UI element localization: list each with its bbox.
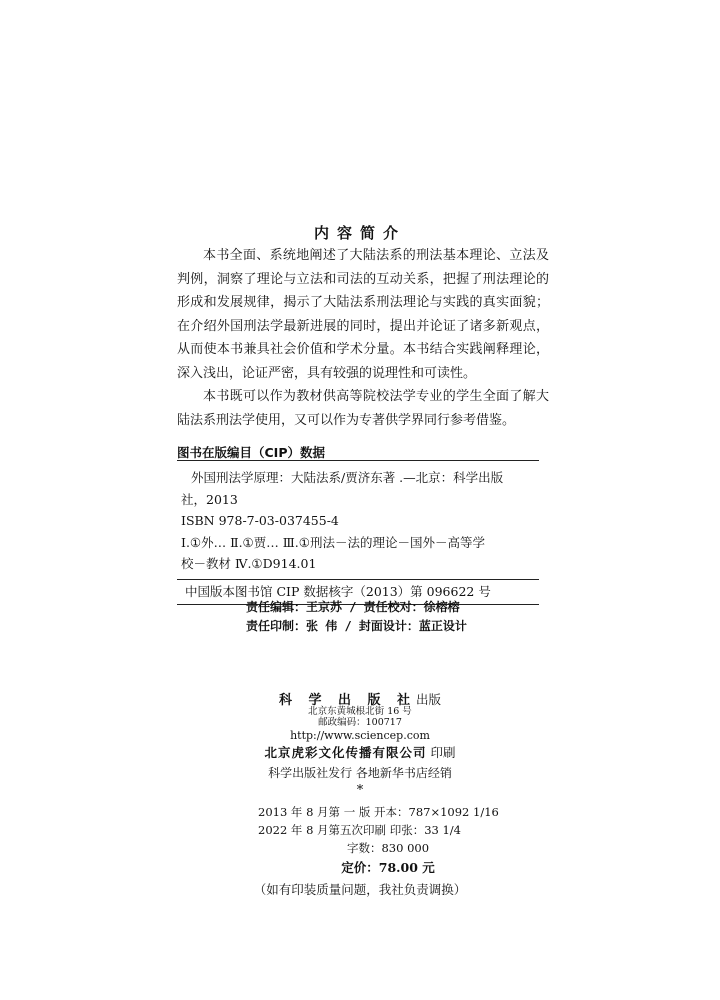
edition-line: 2022 年 8 月第五次印刷 印张：33 1/4: [258, 823, 462, 837]
summary-paragraph: 本书既可以作为教材供高等院校法学专业的学生全面了解大陆法系刑法学使用，又可以作为专著供学界同行参考借鉴。: [177, 389, 549, 428]
summary-text: [177, 244, 549, 432]
cip-record-number: 中国版本图书馆 CIP 数据核字（2013）第 096622 号: [177, 579, 539, 605]
cip-line: 社，2013: [181, 491, 238, 507]
distribution-line: 科学出版社发行 各地新华书店经销: [268, 766, 452, 780]
publisher-suffix: 出版: [416, 692, 442, 707]
publisher-address: 北京东黄城根北街 16 号: [308, 706, 412, 717]
edition-line: 2013 年 8 月第 一 版 开本：787×1092 1/16: [258, 805, 499, 819]
summary-title: 内容简介: [313, 224, 406, 242]
cip-line: 外国刑法学原理：大陆法系/贾济东著 .—北京：科学出版: [191, 470, 504, 485]
publisher-postcode: 邮政编码：100717: [318, 717, 402, 728]
printer-suffix: 印刷: [430, 745, 456, 760]
printer-line: [0, 743, 720, 761]
price: 定价：78.00 元: [341, 860, 435, 875]
word-count: 字数：830 000: [346, 841, 430, 855]
quality-notice: （如有印装质量问题，我社负责调换）: [253, 882, 467, 897]
cip-line: ISBN 978-7-03-037455-4: [181, 513, 339, 528]
cip-line: 校－教材 Ⅳ.①D914.01: [181, 556, 317, 571]
credits-line: 责任编辑：王京苏 / 责任校对：徐榕榕: [246, 600, 460, 614]
cip-body: [177, 461, 539, 579]
credits-line: 责任印制：张 伟 / 封面设计：蓝正设计: [246, 619, 467, 633]
cip-heading: 图书在版编目（CIP）数据: [177, 445, 325, 460]
publisher-url: http://www.sciencep.com: [290, 729, 430, 742]
summary-paragraph: 本书全面、系统地阐述了大陆法系的刑法基本理论、立法及判例，洞察了理论与立法和司法的互动关系，把握了刑法理论的形成和发展规律，揭示了大陆法系刑法理论与实践的真实面貌；在介绍外国刑法学最新进展的同时，提出并论证了诸多新观点，从而使本书兼具社会价值和学术分量。本书结合实践阐释理论，深入浅出，论证严密，具有较强的说理性和可读性。: [177, 248, 549, 381]
printer-name: 北京虎彩文化传播有限公司: [264, 745, 427, 760]
cip-data-block: [177, 460, 539, 605]
publisher-name: 科 学 出 版 社: [278, 693, 417, 708]
edition-info: [258, 803, 518, 877]
editorial-credits: [246, 598, 467, 636]
cip-line: Ⅰ.①外… Ⅱ.①贾… Ⅲ.①刑法－法的理论－国外－高等学: [181, 534, 485, 550]
separator-star: *: [356, 783, 364, 798]
